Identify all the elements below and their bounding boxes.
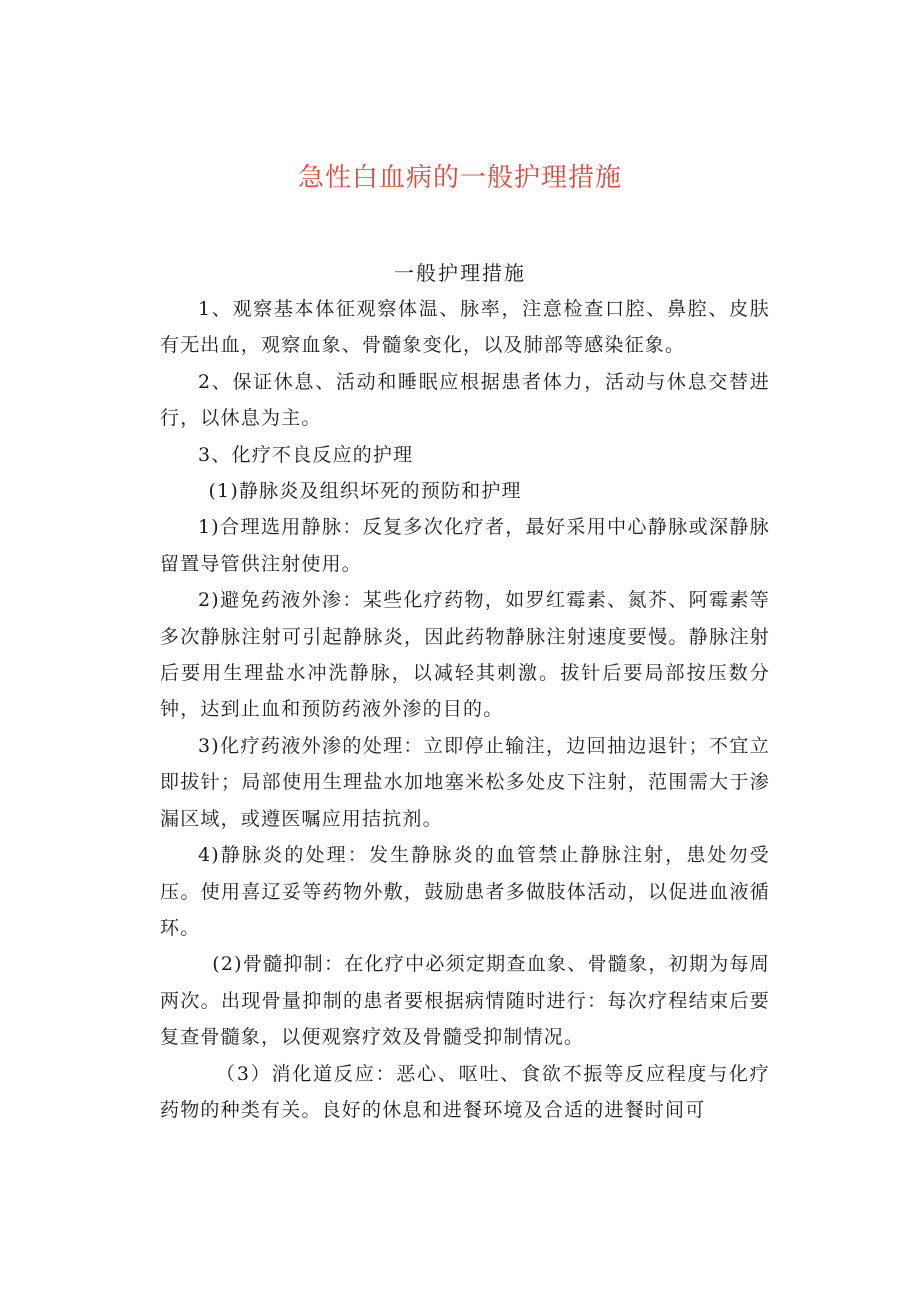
section-heading: 一般护理措施 [394,261,526,285]
paragraph-phlebitis-treatment: 4)静脉炎的处理：发生静脉炎的血管禁止静脉注射，患处勿受压。使用喜辽妥等药物外敷，鼓励患者多做肢体活动，以促进血液循环。 [160,844,770,939]
paragraph-phlebitis-prevention: (1)静脉炎及组织坏死的预防和护理 [208,480,522,503]
paragraph-avoid-extravasation: 2)避免药液外渗：某些化疗药物，如罗红霉素、氮芥、阿霉素等多次静脉注射可引起静脉炎，因此药物静脉注射速度要慢。静脉注射后要用生理盐水冲洗静脉，以减轻其刺激。拔针后要局部按压数分钟，达到止血和预防药液外渗的目的。 [160,589,770,721]
document-body [160,291,770,1128]
paragraph-extravasation-handling: 3)化疗药液外渗的处理：立即停止输注，边回抽边退针；不宜立即拔针；局部使用生理盐水加地塞米松多处皮下注射，范围需大于渗漏区域，或遵医嘱应用拮抗剂。 [160,734,770,830]
paragraph-rest-and-activity: 2、保证休息、活动和睡眠应根据患者体力，活动与休息交替进行，以休息为主。 [160,370,770,430]
paragraph-vein-selection: 1)合理选用静脉：反复多次化疗者，最好采用中心静脉或深静脉留置导管供注射使用。 [160,516,770,575]
paragraph-bone-marrow-suppression: (2)骨髓抑制：在化疗中必须定期查血象、骨髓象，初期为每周两次。出现骨量抑制的患者要根据病情随时进行：每次疗程结束后要复查骨髓象，以便观察疗效及骨髓受抑制情况。 [160,953,770,1049]
paragraph-chemo-reactions: 3、化疗不良反应的护理 [198,443,414,466]
document-title: 急性白血病的一般护理措施 [297,163,622,193]
paragraph-observe-vital-signs: 1、观察基本体征观察体温、脉率，注意检查口腔、鼻腔、皮肤有无出血，观察血象、骨髓象变化，以及肺部等感染征象。 [160,298,770,357]
paragraph-digestive-reactions: （3）消化道反应：恶心、呕吐、食欲不振等反应程度与化疗药物的种类有关。良好的休息和进餐环境及合适的进餐时间可 [160,1062,770,1121]
